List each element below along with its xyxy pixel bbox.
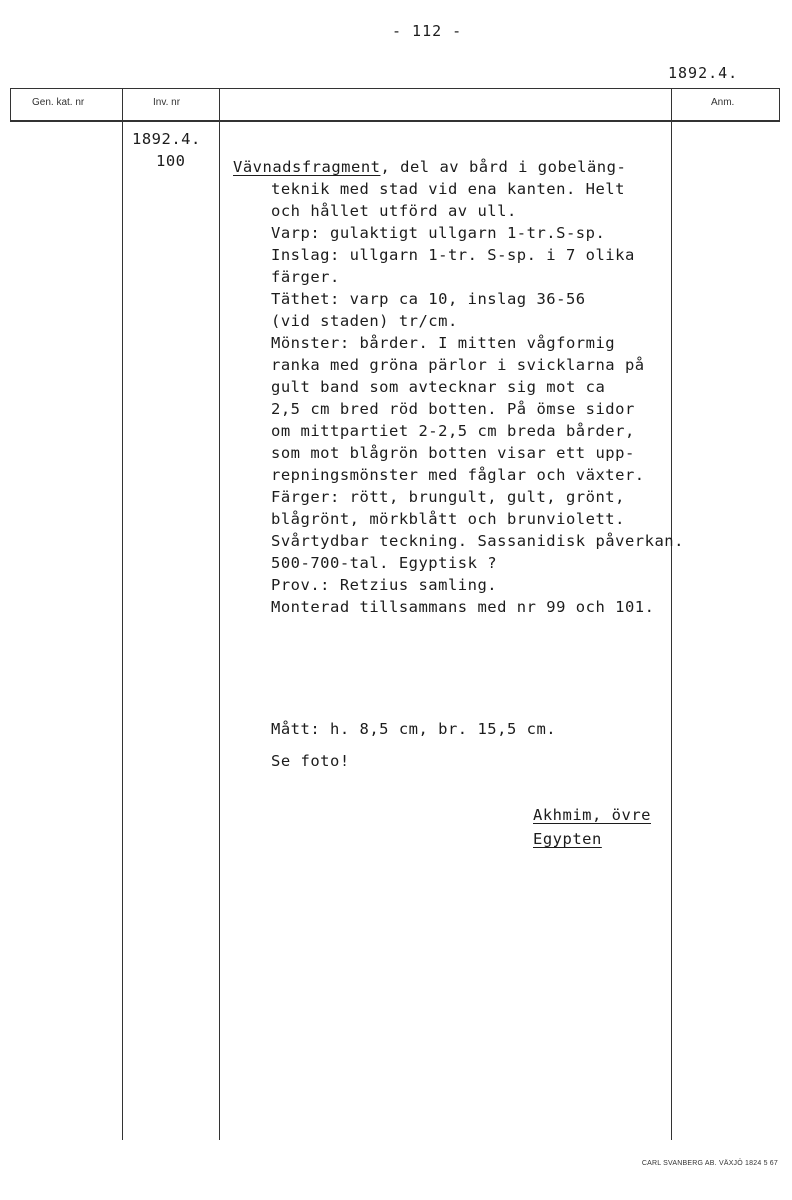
printer-footer: CARL SVANBERG AB. VÄXJÖ 1824 5 67 xyxy=(641,1160,778,1167)
column-divider-2 xyxy=(219,88,220,1140)
entry-line-0: , del av bård i gobeläng- xyxy=(380,158,627,176)
photo-reference: Se foto! xyxy=(271,752,350,770)
column-header-inv-nr: Inv. nr xyxy=(153,97,181,108)
entry-first-line xyxy=(233,156,626,178)
entry-line: 2,5 cm bred röd botten. På ömse sidor xyxy=(271,400,635,418)
entry-line: som mot blågrön botten visar ett upp- xyxy=(271,444,635,462)
right-border xyxy=(779,88,780,121)
header-bottom-rule xyxy=(10,120,780,122)
entry-line: (vid staden) tr/cm. xyxy=(271,312,458,330)
left-border xyxy=(10,88,11,121)
entry-line: Inslag: ullgarn 1-tr. S-sp. i 7 olika xyxy=(271,246,635,264)
page-number: - 112 - xyxy=(392,22,463,40)
entry-line: Färger: rött, brungult, gult, grönt, xyxy=(271,488,625,506)
header-top-rule xyxy=(10,88,780,89)
column-divider-1 xyxy=(122,88,123,1140)
provenance-line-1: Akhmim, övre xyxy=(533,806,651,824)
provenance-line-2: Egypten xyxy=(533,830,602,848)
measurements: Mått: h. 8,5 cm, br. 15,5 cm. xyxy=(271,720,557,738)
header-reference: 1892.4. xyxy=(668,64,739,82)
inventory-number: 100 xyxy=(156,152,186,170)
entry-line: teknik med stad vid ena kanten. Helt xyxy=(271,180,625,198)
entry-line: Svårtydbar teckning. Sassanidisk påverkan. xyxy=(271,532,684,550)
entry-line: färger. xyxy=(271,268,340,286)
entry-line: Täthet: varp ca 10, inslag 36-56 xyxy=(271,290,586,308)
column-header-gen-kat-nr: Gen. kat. nr xyxy=(32,97,85,108)
entry-line: Mönster: bårder. I mitten vågformig xyxy=(271,334,616,352)
entry-line: Monterad tillsammans med nr 99 och 101. xyxy=(271,598,655,616)
entry-description xyxy=(271,178,684,618)
entry-line: repningsmönster med fåglar och växter. xyxy=(271,466,645,484)
column-header-anm: Anm. xyxy=(711,97,735,108)
entry-line: gult band som avtecknar sig mot ca xyxy=(271,378,606,396)
inventory-series: 1892.4. xyxy=(132,130,201,148)
entry-line: blågrönt, mörkblått och brunviolett. xyxy=(271,510,625,528)
entry-title: Vävnadsfragment xyxy=(233,158,381,176)
entry-line: ranka med gröna pärlor i svicklarna på xyxy=(271,356,645,374)
entry-line: och hållet utförd av ull. xyxy=(271,202,517,220)
entry-line: 500-700-tal. Egyptisk ? xyxy=(271,554,498,572)
entry-line: Prov.: Retzius samling. xyxy=(271,576,498,594)
entry-line: om mittpartiet 2-2,5 cm breda bårder, xyxy=(271,422,635,440)
entry-line: Varp: gulaktigt ullgarn 1-tr.S-sp. xyxy=(271,224,606,242)
